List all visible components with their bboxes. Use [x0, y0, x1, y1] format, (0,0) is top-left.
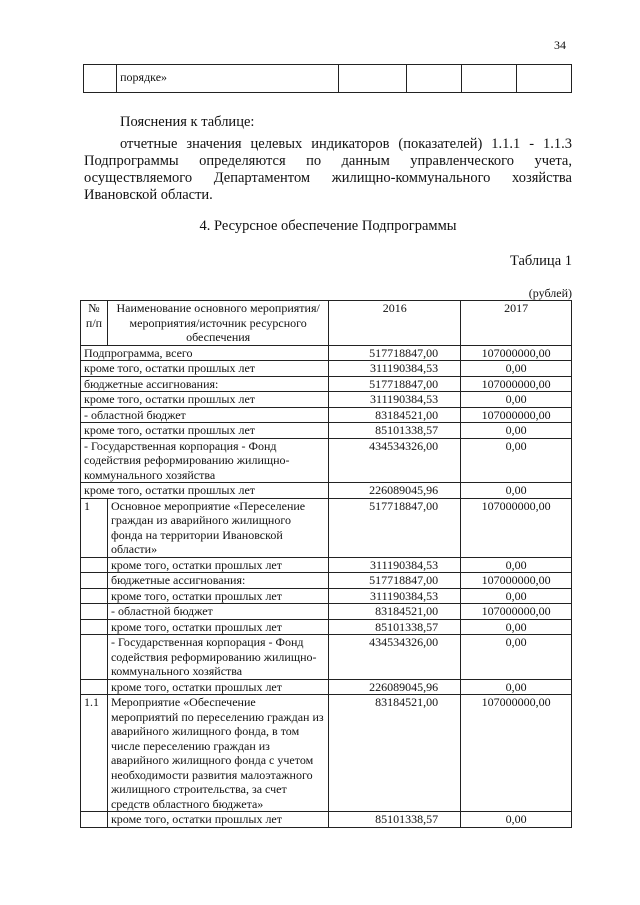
row-value-2017: 0,00 [461, 635, 572, 680]
table-cell [517, 65, 572, 93]
table-cell: порядке» [117, 65, 339, 93]
row-value-2017: 0,00 [461, 557, 572, 573]
row-value-2017: 0,00 [461, 812, 572, 828]
row-value-2016: 83184521,00 [329, 695, 461, 812]
table-row [81, 695, 572, 812]
table-cell [407, 65, 462, 93]
header-2016: 2016 [329, 301, 461, 346]
table-row [81, 679, 572, 695]
row-name: Основное мероприятие «Переселение граждан из аварийного жилищного фонда на территории Ивановской области» [107, 498, 328, 557]
row-value-2016: 226089045,96 [329, 679, 461, 695]
row-name: бюджетные ассигнования: [107, 573, 328, 589]
table-cell [462, 65, 517, 93]
row-value-2017: 0,00 [461, 619, 572, 635]
row-value-2017: 0,00 [461, 361, 572, 377]
row-name: - Государственная корпорация - Фонд содействия реформированию жилищно-коммунального хозяйства [107, 635, 328, 680]
row-value-2017: 107000000,00 [461, 498, 572, 557]
table-row [81, 392, 572, 408]
header-2017: 2017 [461, 301, 572, 346]
row-value-2017: 107000000,00 [461, 604, 572, 620]
row-name: кроме того, остатки прошлых лет [107, 679, 328, 695]
continued-table [83, 64, 572, 93]
table-row [81, 498, 572, 557]
row-name: кроме того, остатки прошлых лет [107, 812, 328, 828]
table-row [81, 619, 572, 635]
row-name: Подпрограмма, всего [81, 345, 329, 361]
row-value-2017: 107000000,00 [461, 376, 572, 392]
row-value-2016: 83184521,00 [329, 604, 461, 620]
row-name: кроме того, остатки прошлых лет [81, 392, 329, 408]
row-value-2016: 83184521,00 [329, 407, 461, 423]
row-number: 1 [81, 498, 108, 557]
unit-label: (рублей) [528, 286, 572, 300]
row-name: Мероприятие «Обеспечение мероприятий по переселению граждан из аварийного жилищного фонда, в том числе переселению граждан из аварийного жилищного фонда с учетом необходимости развития малоэтажного жилищного строительства, за счет средств областного бюджета» [107, 695, 328, 812]
row-value-2016: 311190384,53 [329, 361, 461, 377]
row-number [81, 619, 108, 635]
row-value-2016: 311190384,53 [329, 392, 461, 408]
table-row [81, 345, 572, 361]
row-number [81, 812, 108, 828]
row-name: кроме того, остатки прошлых лет [81, 361, 329, 377]
row-value-2016: 434534326,00 [329, 635, 461, 680]
page-number: 34 [554, 38, 566, 52]
resource-table [80, 300, 572, 828]
table-cell [339, 65, 407, 93]
table-row [81, 557, 572, 573]
row-name: бюджетные ассигнования: [81, 376, 329, 392]
row-value-2017: 107000000,00 [461, 695, 572, 812]
row-name: кроме того, остатки прошлых лет [81, 483, 329, 499]
row-number [81, 573, 108, 589]
row-value-2016: 311190384,53 [329, 588, 461, 604]
row-value-2016: 85101338,57 [329, 812, 461, 828]
row-name: - Государственная корпорация - Фонд содействия реформированию жилищно-коммунального хозяйства [81, 438, 329, 483]
section-title: 4. Ресурсное обеспечение Подпрограммы [199, 218, 457, 234]
table-row [81, 588, 572, 604]
row-number: 1.1 [81, 695, 108, 812]
row-value-2016: 434534326,00 [329, 438, 461, 483]
row-name: - областной бюджет [107, 604, 328, 620]
table-row [81, 376, 572, 392]
row-value-2017: 0,00 [461, 483, 572, 499]
row-value-2016: 517718847,00 [329, 498, 461, 557]
row-name: - областной бюджет [81, 407, 329, 423]
row-value-2016: 517718847,00 [329, 345, 461, 361]
table-row [81, 423, 572, 439]
header-name: Наименование основного мероприятия/мероприятия/источник ресурсного обеспечения [107, 301, 328, 346]
row-value-2016: 85101338,57 [329, 619, 461, 635]
table-row [81, 604, 572, 620]
row-value-2017: 107000000,00 [461, 345, 572, 361]
table-row [81, 635, 572, 680]
table-row [84, 65, 572, 93]
row-value-2017: 107000000,00 [461, 407, 572, 423]
row-value-2016: 85101338,57 [329, 423, 461, 439]
row-value-2016: 311190384,53 [329, 557, 461, 573]
table-header-row [81, 301, 572, 346]
row-value-2017: 107000000,00 [461, 573, 572, 589]
row-value-2017: 0,00 [461, 423, 572, 439]
table-row [81, 407, 572, 423]
row-name: кроме того, остатки прошлых лет [107, 557, 328, 573]
row-value-2016: 517718847,00 [329, 376, 461, 392]
row-name: кроме того, остатки прошлых лет [81, 423, 329, 439]
table-body [81, 345, 572, 827]
table-row [81, 438, 572, 483]
table-cell [84, 65, 117, 93]
table-row [81, 573, 572, 589]
row-number [81, 635, 108, 680]
row-number [81, 679, 108, 695]
row-value-2016: 517718847,00 [329, 573, 461, 589]
row-value-2017: 0,00 [461, 679, 572, 695]
notes-body: отчетные значения целевых индикаторов (показателей) 1.1.1 - 1.1.3 Подпрограммы определяются по данным управленческого учета, осуществляемого Департаментом жилищно-коммунального хозяйства Ивановской области. [84, 136, 572, 203]
row-number [81, 588, 108, 604]
row-number [81, 557, 108, 573]
row-name: кроме того, остатки прошлых лет [107, 588, 328, 604]
table-row [81, 483, 572, 499]
row-number [81, 604, 108, 620]
row-value-2017: 0,00 [461, 392, 572, 408]
table-label: Таблица 1 [509, 253, 572, 269]
table-notes [84, 114, 572, 204]
row-value-2017: 0,00 [461, 438, 572, 483]
table-row [81, 361, 572, 377]
table-row [81, 812, 572, 828]
row-name: кроме того, остатки прошлых лет [107, 619, 328, 635]
row-value-2016: 226089045,96 [329, 483, 461, 499]
header-num: № п/п [81, 301, 108, 346]
row-value-2017: 0,00 [461, 588, 572, 604]
notes-title: Пояснения к таблице: [120, 114, 255, 130]
